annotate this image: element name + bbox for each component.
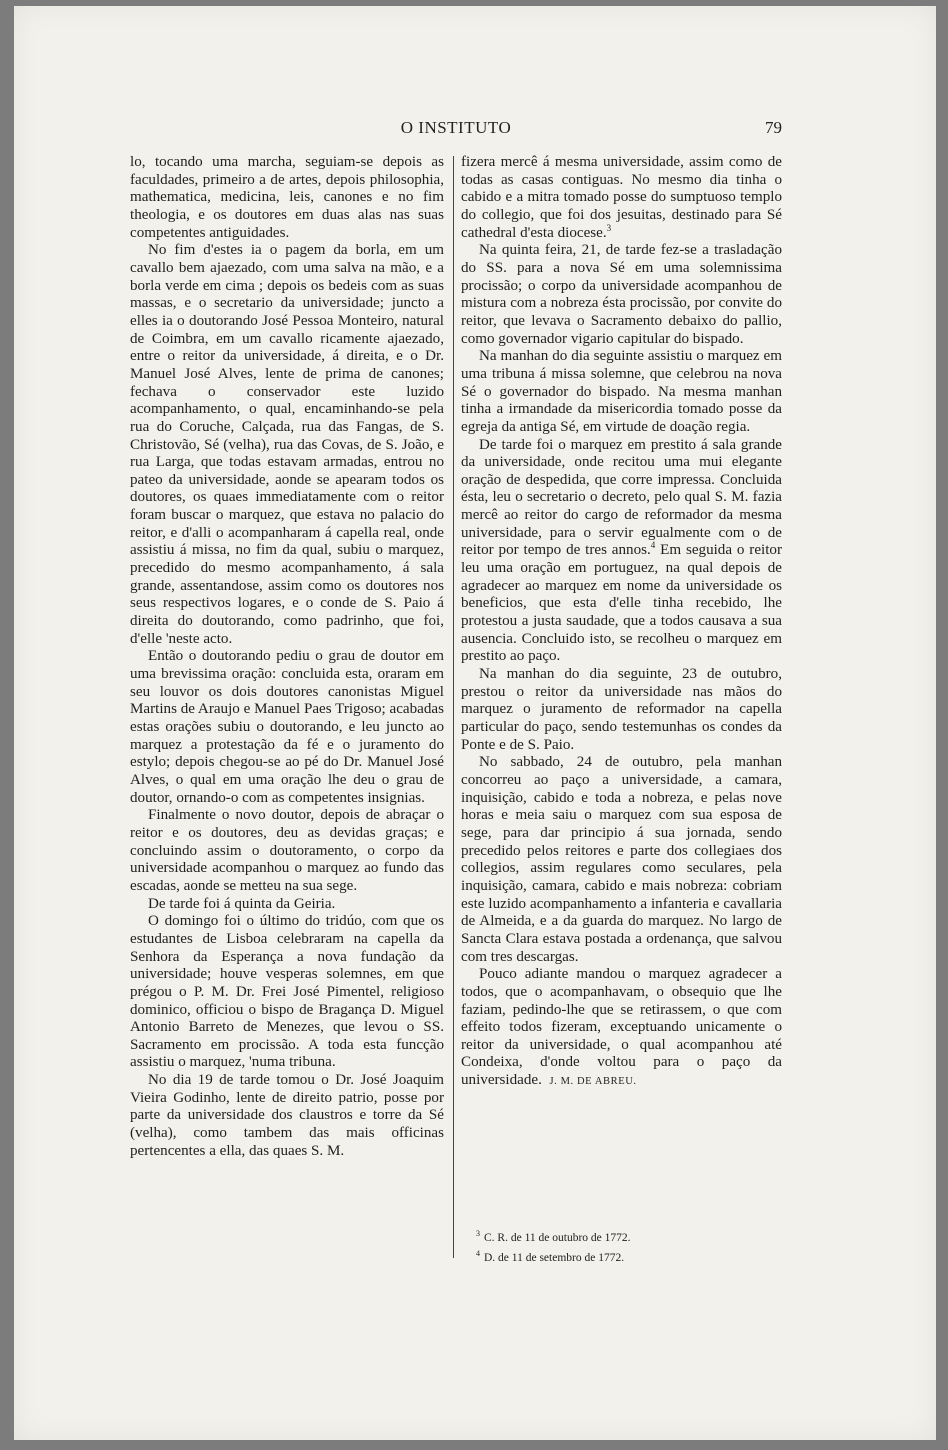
paragraph bbox=[130, 648, 444, 807]
column-divider bbox=[453, 156, 454, 1258]
footnote-item bbox=[470, 1246, 770, 1266]
paragraph-text: Finalmente o novo doutor, depois de abraçar o reitor e os doutores, deu as devidas graças; e concluindo assim o doutoramento, o corpo da universidade acompanhou o marquez ao fundo das escadas, aonde se metteu na sua sege. bbox=[130, 807, 444, 894]
paragraph-text: Então o doutorando pediu o grau de doutor em uma brevissima oração: concluida esta, oraram em seu louvor os dois doutores canonistas Miguel Martins de Araujo e Manuel Paes Trigoso; acabadas estas orações subiu o doutorando, e leu juncto ao marquez a protestação da fé e o juramento do estylo; depois chegou-se ao pé do Dr. Manuel José Alves, o qual em uma oração lhe deu o grau de doutor, ornando-o com as competentes insignias. bbox=[130, 648, 444, 806]
journal-title: O INSTITUTO bbox=[400, 118, 512, 137]
paragraph bbox=[130, 807, 444, 895]
paragraph bbox=[461, 437, 782, 667]
paragraph bbox=[130, 154, 444, 242]
paragraph bbox=[461, 754, 782, 966]
paragraph-text: Na manhan do dia seguinte, 23 de outubro, prestou o reitor da universidade nas mãos do marquez o juramento de reformador na capella particular do paço, sendo testemunhas os condes da Ponte e de S. Paio. bbox=[461, 666, 782, 753]
paragraph bbox=[461, 242, 782, 348]
paragraph bbox=[130, 913, 444, 1072]
paragraph bbox=[461, 966, 782, 1091]
footnote-text: D. de 11 de setembro de 1772. bbox=[484, 1251, 625, 1264]
left-column bbox=[130, 154, 444, 1160]
right-column bbox=[461, 154, 782, 1091]
running-header bbox=[130, 118, 782, 144]
footnote-ref: 4 bbox=[650, 540, 656, 551]
paragraph bbox=[461, 666, 782, 754]
paragraph-text: No dia 19 de tarde tomou o Dr. José Joaquim Vieira Godinho, lente de direito patrio, posse por parte da universidade dos claustros e torre da Sé (velha), como tambem das mais officinas pertencentes a ella, das quaes S. M. bbox=[130, 1072, 444, 1159]
paragraph bbox=[130, 1072, 444, 1160]
footnote-ref: 3 bbox=[606, 222, 612, 233]
paragraph bbox=[461, 348, 782, 436]
paragraph-text: No fim d'estes ia o pagem da borla, em um cavallo bem ajaezado, com uma salva na mão, e a borla verde em cima ; depois os bedeis com as suas massas, e o secretario da universidade; juncto a elles ia o doutorando José Pessoa Monteiro, natural de Coimbra, em um cavallo ricamente ajaezado, entre o reitor da universidade, á direita, e o Dr. Manuel José Alves, lente de prima de canones; fechava o conservador este luzido acompanhamento, o qual, encaminhando-se pela rua do Coruche, Calçada, rua das Fangas, de S. Christovão, Sé (velha), rua das Covas, de S. João, e rua Larga, que todas estavam armadas, entrou no pateo da universidade, aonde se apearam todos os doutores, os quaes immediatamente com o reitor foram buscar o marquez, que estava no palacio do reitor, e d'alli o acompanharam á capella real, onde assistiu á missa, no fim da qual, subiu o marquez, precedido do mesmo acompanhamento, á sala grande, assentandose, assim como os doutores nos seus respectivos logares, e o conde de S. Paio á direita do doutorando, como padrinho, que foi, d'elle 'neste acto. bbox=[130, 242, 444, 647]
footnote-mark: 3 bbox=[476, 1229, 480, 1238]
paragraph-text: Na quinta feira, 21, de tarde fez-se a trasladação do SS. para a nova Sé em uma solemnissima procissão; o corpo da universidade acompanhou de mistura com a nobreza ésta procissão, por convite do reitor, que levava o Sacramento debaixo do pallio, como governador vigario capitular do bispado. bbox=[461, 242, 782, 347]
author-signature: J. M. DE ABREU. bbox=[549, 1076, 637, 1088]
page-number: 79 bbox=[765, 118, 782, 137]
paragraph-text: Em seguida o reitor leu uma oração em portuguez, na qual depois de agradecer ao marquez em nome da universidade os beneficios, que esta d'elle tinha recebido, lhe protestou a justa saudade, que a todos causava a sua ausencia. Concluido isto, se recolheu o marquez em prestito ao paço. bbox=[461, 542, 782, 665]
footnote-text: C. R. de 11 de outubro de 1772. bbox=[484, 1231, 631, 1244]
footnote-mark: 4 bbox=[476, 1248, 480, 1258]
paragraph bbox=[130, 242, 444, 648]
paragraph-text: De tarde foi á quinta da Geiria. bbox=[148, 895, 336, 912]
paragraph-text: Na manhan do dia seguinte assistiu o marquez em uma tribuna á missa solemne, que celebrou na nova Sé o governador do bispado. Na mesma manhan tinha a irmandade da misericordia tomado posse da egreja da antiga Sé, em virtude de doação regia. bbox=[461, 348, 782, 435]
paragraph-text: O domingo foi o último do tridúo, com que os estudantes de Lisboa celebraram na capella da Senhora da Esperança a nova fundação da universidade; houve vesperas solemnes, em que prégou o P. M. Dr. Frei José Pimentel, religioso dominico, officiou o bispo de Bragança D. Miguel Antonio Barreto de Menezes, que levou o SS. Sacramento em procissão. A toda esta funcção assistiu o marquez, 'numa tribuna. bbox=[130, 913, 444, 1071]
paragraph-text: No sabbado, 24 de outubro, pela manhan concorreu ao paço a universidade, a camara, inquisição, cabido e toda a nobreza, e pelas nove horas e meia saiu o marquez com sua esposa de sege, para dar principio á sua jornada, sendo precedido pelos reitores e parte dos collegiaes dos collegios, assim regulares como seculares, pela inquisição, camara, cabido e mais nobreza: cobriam este luzido acompanhamento a infanteria e cavallaria de Almeida, e a da guarda do marquez. No largo de Sancta Clara estava postada a ordenança, que salvou com tres descargas. bbox=[461, 754, 782, 965]
paragraph bbox=[130, 896, 444, 914]
paragraph bbox=[461, 154, 782, 242]
paragraph-text: De tarde foi o marquez em prestito á sala grande da universidade, onde recitou uma mui elegante oração de despedida, que corre impressa. Concluida ésta, leu o secretario o decreto, pelo qual S. M. fazia mercê ao reitor do cargo de reformador da mesma universidade, para o servir egualmente com o de reitor por tempo de tres annos. bbox=[461, 436, 782, 559]
paragraph-text: Pouco adiante mandou o marquez agradecer a todos, que o acompanhavam, o obsequio que lhe faziam, pedindo-lhe que se retirassem, o que com effeito todos fizeram, exceptuando unicamente o reitor da universidade, o qual acompanhou até Condeixa, d'onde voltou para o paço da universidade. bbox=[461, 966, 782, 1089]
footnote-item bbox=[470, 1226, 770, 1246]
paragraph-text: fizera mercê á mesma universidade, assim como de todas as casas contiguas. No mesmo dia tinha o cabido e a mitra tomado posse do sumptuoso templo do collegio, que foi dos jesuitas, destinado para Sé cathedral d'esta diocese. bbox=[461, 154, 782, 241]
paragraph-text: lo, tocando uma marcha, seguiam-se depois as faculdades, primeiro a de artes, depois philosophia, mathematica, medicina, leis, canones e no fim theologia, e os doutores em duas alas nas suas competentes antiguidades. bbox=[130, 154, 444, 241]
footnotes bbox=[470, 1226, 770, 1266]
